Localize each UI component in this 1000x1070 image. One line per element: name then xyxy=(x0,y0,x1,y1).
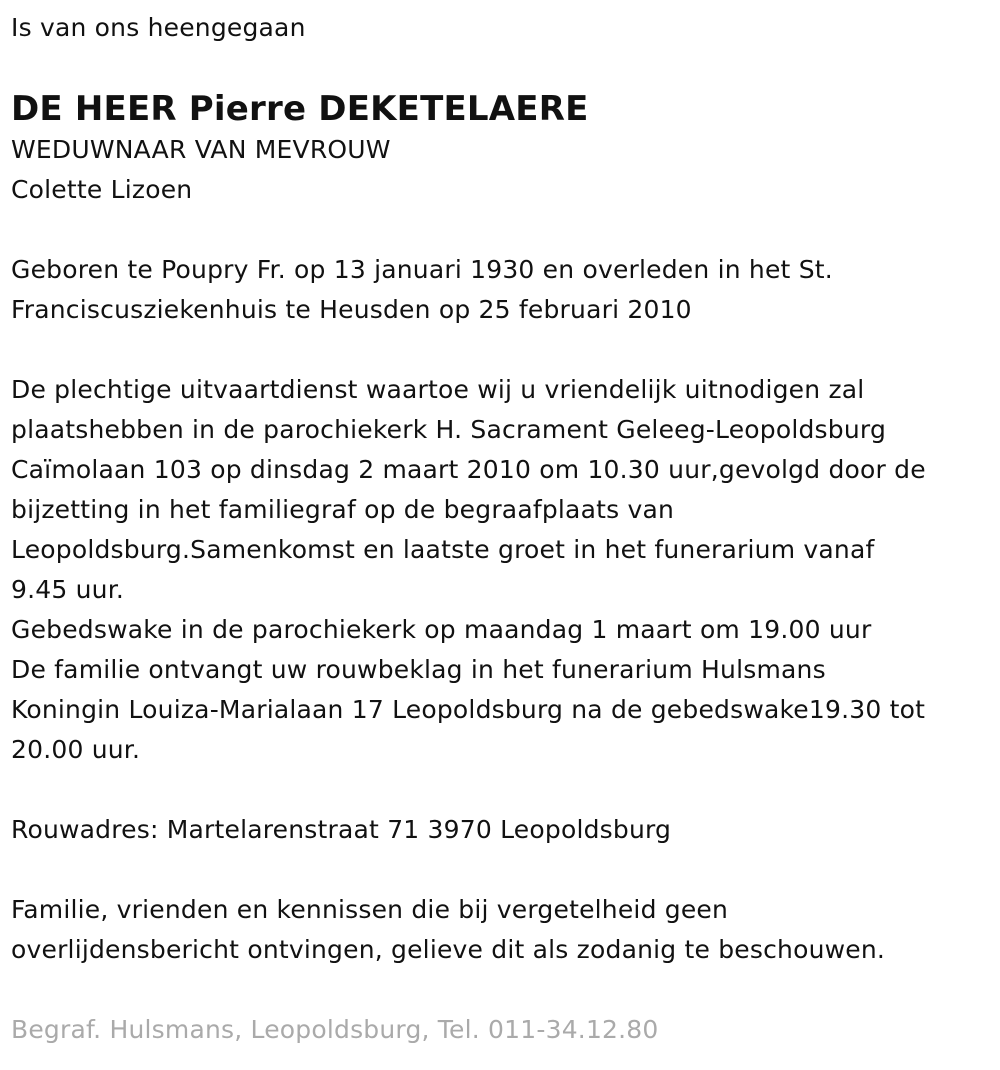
spacer xyxy=(11,48,991,88)
spacer xyxy=(11,970,991,1010)
closing-paragraph xyxy=(11,890,991,970)
paragraph-line: 20.00 uur. xyxy=(11,735,141,764)
birth-death-paragraph xyxy=(11,250,991,330)
paragraph-line: Leopoldsburg.Samenkomst en laatste groet in het funerarium vanaf xyxy=(11,535,875,564)
paragraph-line: Caïmolaan 103 op dinsdag 2 maart 2010 om 10.30 uur,gevolgd door de xyxy=(11,455,926,484)
paragraph-line: De plechtige uitvaartdienst waartoe wij u vriendelijk uitnodigen zal xyxy=(11,375,865,404)
intro-text: Is van ons heengegaan xyxy=(11,13,306,42)
paragraph-line: De familie ontvangt uw rouwbeklag in het funerarium Hulsmans xyxy=(11,655,826,684)
spouse-name: Colette Lizoen xyxy=(11,175,193,204)
paragraph-line: 9.45 uur. xyxy=(11,575,125,604)
death-notice xyxy=(11,8,991,1050)
paragraph-line: Familie, vrienden en kennissen die bij vergetelheid geen xyxy=(11,895,729,924)
mourning-address: Rouwadres: Martelarenstraat 71 3970 Leopoldsburg xyxy=(11,815,672,844)
spacer xyxy=(11,770,991,810)
paragraph-line: plaatshebben in de parochiekerk H. Sacrament Geleeg-Leopoldsburg xyxy=(11,415,887,444)
spacer xyxy=(11,210,991,250)
spouse-title: WEDUWNAAR VAN MEVROUW xyxy=(11,135,391,164)
paragraph-line: overlijdensbericht ontvingen, gelieve dit als zodanig te beschouwen. xyxy=(11,935,886,964)
spacer xyxy=(11,330,991,370)
paragraph-line: Koningin Louiza-Marialaan 17 Leopoldsburg na de gebedswake19.30 tot xyxy=(11,695,926,724)
paragraph-line: bijzetting in het familiegraf op de begraafplaats van xyxy=(11,495,675,524)
funeral-home-footer: Begraf. Hulsmans, Leopoldsburg, Tel. 011-34.12.80 xyxy=(11,1015,659,1044)
spacer xyxy=(11,850,991,890)
ceremony-paragraph xyxy=(11,370,991,770)
deceased-name: DE HEER Pierre DEKETELAERE xyxy=(11,89,589,129)
paragraph-line: Gebedswake in de parochiekerk op maandag 1 maart om 19.00 uur xyxy=(11,615,872,644)
paragraph-line: Geboren te Poupry Fr. op 13 januari 1930 en overleden in het St. xyxy=(11,255,833,284)
paragraph-line: Franciscusziekenhuis te Heusden op 25 februari 2010 xyxy=(11,295,692,324)
